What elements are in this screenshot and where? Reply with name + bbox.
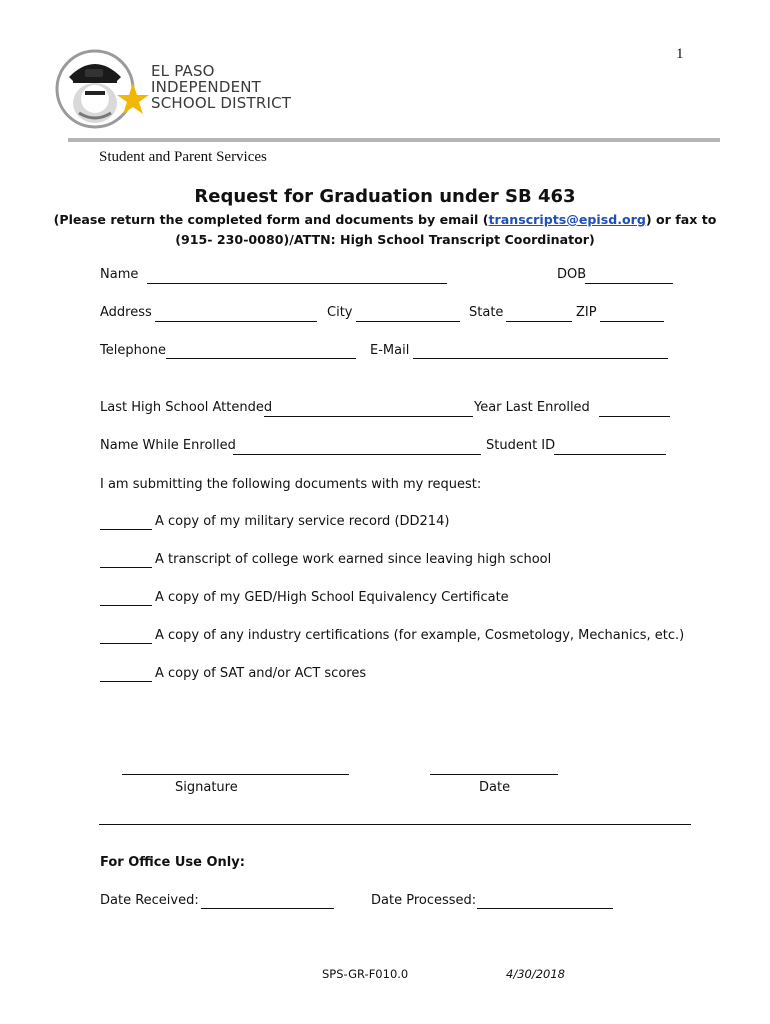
student-id-label: Student ID xyxy=(486,438,556,453)
form-instructions xyxy=(0,210,770,250)
address-label: Address xyxy=(100,305,152,320)
date-label: Date xyxy=(479,780,511,795)
telephone-field[interactable] xyxy=(166,358,356,359)
name-label: Name xyxy=(100,267,139,282)
zip-field[interactable] xyxy=(600,321,664,322)
signature-field[interactable] xyxy=(122,774,349,775)
zip-label: ZIP xyxy=(576,305,597,320)
document-checkline[interactable] xyxy=(100,681,152,682)
signature-label: Signature xyxy=(175,780,238,795)
telephone-label: Telephone xyxy=(100,343,167,358)
date-received-label: Date Received: xyxy=(100,893,199,908)
document-item: A copy of SAT and/or ACT scores xyxy=(155,666,367,681)
year-enrolled-field[interactable] xyxy=(599,416,670,417)
city-label: City xyxy=(327,305,353,320)
instructions-line-2: (915- 230-0080)/ATTN: High School Transcript Coordinator) xyxy=(175,232,595,247)
document-item: A transcript of college work earned since leaving high school xyxy=(155,552,552,567)
dob-field[interactable] xyxy=(585,283,673,284)
header-divider xyxy=(68,138,720,142)
section-divider xyxy=(99,824,691,825)
document-checkline[interactable] xyxy=(100,529,152,530)
date-processed-label: Date Processed: xyxy=(371,893,477,908)
dob-label: DOB xyxy=(557,267,587,282)
school-mascot-logo-icon xyxy=(55,47,151,131)
address-field[interactable] xyxy=(155,321,317,322)
document-checkline[interactable] xyxy=(100,605,152,606)
documents-intro: I am submitting the following documents with my request: xyxy=(100,477,482,492)
form-code: SPS-GR-F010.0 xyxy=(322,967,409,981)
logo-line-2: INDEPENDENT xyxy=(151,78,262,96)
document-item: A copy of my military service record (DD214) xyxy=(155,514,450,529)
instructions-part-1: (Please return the completed form and documents by email ( xyxy=(53,212,489,227)
logo-line-3: SCHOOL DISTRICT xyxy=(151,94,292,112)
state-field[interactable] xyxy=(506,321,572,322)
city-field[interactable] xyxy=(356,321,460,322)
document-item: A copy of my GED/High School Equivalency Certificate xyxy=(155,590,509,605)
logo-line-1: EL PASO xyxy=(151,62,215,80)
document-item: A copy of any industry certifications (for example, Cosmetology, Mechanics, etc.) xyxy=(155,628,685,643)
document-checkline[interactable] xyxy=(100,567,152,568)
last-school-field[interactable] xyxy=(264,416,473,417)
last-school-label: Last High School Attended xyxy=(100,400,273,415)
name-field[interactable] xyxy=(147,283,447,284)
date-field[interactable] xyxy=(430,774,558,775)
form-date: 4/30/2018 xyxy=(506,967,565,981)
page-number: 1 xyxy=(676,46,684,62)
date-processed-field[interactable] xyxy=(477,908,613,909)
email-field[interactable] xyxy=(413,358,668,359)
office-use-title: For Office Use Only: xyxy=(100,855,245,870)
district-name xyxy=(151,63,291,111)
department-name: Student and Parent Services xyxy=(99,149,267,165)
year-enrolled-label: Year Last Enrolled xyxy=(474,400,590,415)
document-checkline[interactable] xyxy=(100,643,152,644)
instructions-part-2: ) or fax to xyxy=(645,212,717,227)
student-id-field[interactable] xyxy=(554,454,666,455)
email-link[interactable]: transcripts@episd.org xyxy=(488,212,646,227)
form-title: Request for Graduation under SB 463 xyxy=(194,186,576,207)
name-enrolled-label: Name While Enrolled xyxy=(100,438,236,453)
date-received-field[interactable] xyxy=(201,908,334,909)
state-label: State xyxy=(469,305,504,320)
email-label: E-Mail xyxy=(370,343,410,358)
name-enrolled-field[interactable] xyxy=(233,454,481,455)
